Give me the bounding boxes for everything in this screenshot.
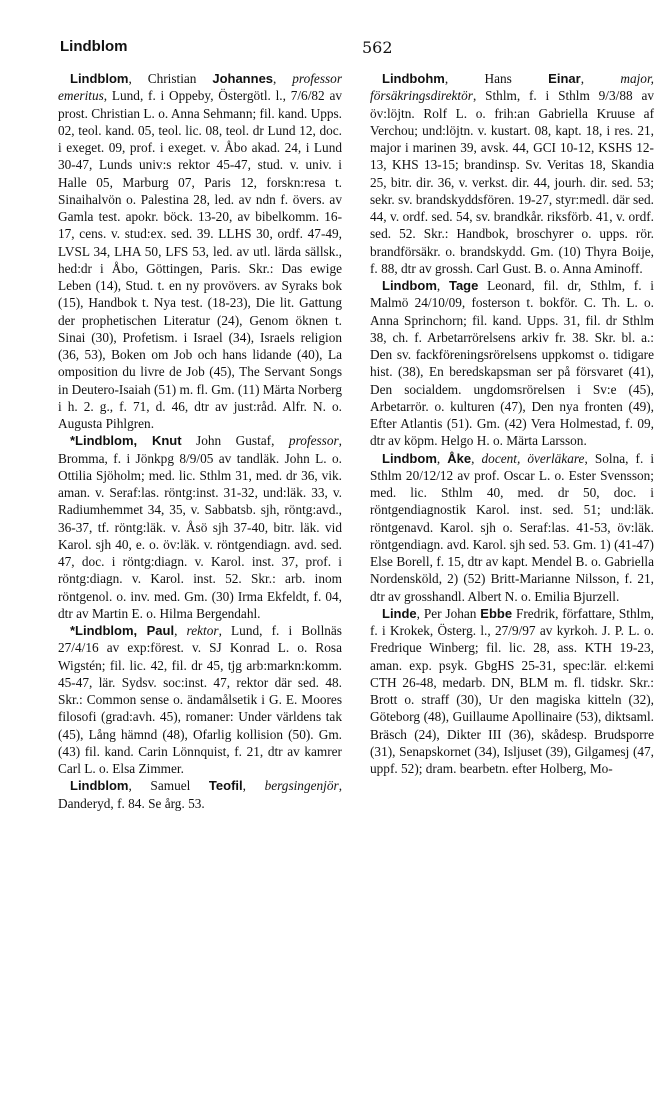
entry-given-names: , Per Johan: [416, 605, 481, 621]
entry: [370, 277, 654, 450]
entry-given-names: , Christian: [128, 71, 213, 86]
entry-title: professor emeritus: [58, 71, 342, 104]
entry-name: Lindblom: [70, 778, 129, 794]
running-head: [60, 38, 620, 62]
entry-text: Fredrik, författare, Sthlm, f. i Krokek, Österg. l., 27/9/97 av kyrkoh. J. P. L. o. Fredrique Winberg; fil. lic. 28, ass. KTH 19-23, aman. exp. psyk. GbgHS 25-31, spec:lär. el:kemi CTH 26-48, medarb. DN, BLM m. fl. tidskr. Skr.: Brott o. straff (30), Ur den magiska kitteln (32), Göteborg (48), Guillaume Apollinaire (53), diktsaml. Bräsch (24), Dikter III (36), skådesp. Brudsporre (31), Senapskornet (34), Isljuset (39), Gilgamesj (47, uppf. 52); dram. bearbetn. efter Holberg, Mo-: [370, 605, 654, 776]
entry-text: Leonard, fil. dr, Sthlm, f. i Malmö 24/10/09, fosterson t. bokför. C. Th. L. o. Anna Sprinchorn; fil. kand. Upps. 31, fil. dr Sthlm 38, ch. f. Arbetarrörelsens arkiv fr. 38. Skr. bl. a.: Den sv. fackföreningsrörelsens uppkomst o. tidigare hist. (38), En beredskapsman ser på försvaret (41), Den socialdem. ungdomsrörelsen i Sv:e (45), Arbetarrör. o. kulturen (47), Den nya fronten (49), Efter Atlantis (51). Gm. (42) Vera Holmestad, f. 09, dtr av köpm. Helgo H. o. Märta Larsson.: [370, 278, 655, 449]
entry-name: Lindbom: [382, 278, 437, 293]
page-number: 562: [362, 38, 393, 57]
entry-call-name: Johannes: [212, 71, 274, 86]
entry-text: , Lund, f. i Bollnäs 27/4/16 av exp:förest. v. SJ Konrad L. o. Rosa Wigstén; fil. lic. 42, fil. dr 45, tjg arb:markn:komm. 45-47, lär. Sydsv. soc:inst. 47, rektor där sed. 48. Skr.: Common sense o. ändamålsetik i G. E. Moores filosofi (grad:avh. 45), romaner: Under världens tak (45), Lång hämnd (48), Ofarlig kollision (50). Gm. (43) fil. kand. Carin Lönnquist, f. 21, dtr av kamrer Carl L. o. Elsa Zimmer.: [58, 623, 342, 776]
entry: [58, 432, 342, 622]
entry-call-name: Einar: [548, 71, 581, 86]
entry-call-name: Tage: [448, 278, 479, 293]
entry-given-names: ,: [436, 450, 448, 466]
entry-title: rektor: [186, 623, 219, 638]
entry-given-names: ,: [436, 278, 449, 293]
running-head-word: Lindblom: [60, 38, 128, 55]
entry-name: Linde: [382, 605, 417, 621]
entry-text: , Solna, f. i Sthlm 20/12/12 av prof. Oscar L. o. Ester Svensson; med. lic. Sthlm 40, med. dr 50, doc. i röntgendiagnostik Karol. inst. sed. 51; und:läk. röntgenavd. Karol. sjh o. Seraf:las. 41-53, öv:läk. röntgendiagn. avd. Karol. sjh sed. 53. Gm. 1) (41-47) Else Borell, f. 15, dtr av kapt. Mendel B. o. Gabriella Nordensköld, 2) (52) Britt-Marianne Nilsson, f. 21, dtr av grosshandl. Albert N. o. Emilia Bjurzell.: [370, 450, 655, 604]
entry: Lindbom, Åke, docent, överläkare, Solna, f. i Sthlm 20/12/12 av prof. Oscar L. o. Ester Svensson; med. lic. Sthlm 40, med. dr 50, doc. i röntgendiagnostik Karol. inst. sed. 51; und:läk. röntgenavd. Karol. sjh o. Seraf:las. 41-53, öv:läk. röntgendiagn. avd. Karol. sjh sed. 53. Gm. 1) (41-47) Else Borell, f. 15, dtr av kapt. Mendel B. o. Gabriella Nordensköld, 2) (52) Britt-Marianne Nilsson, f. 21, dtr av grosshandl. Albert N. o. Emilia Bjurzell.: [370, 450, 655, 604]
entry: Lindblom, Christian Johannes, professor emeritus, Lund, f. i Oppeby, Östergötl. l., 7/6/82 av prost. Christian L. o. Anna Sehmann; fil. kand. Upps. 02, teol. kand. 05, teol. lic. 08, teol. dr Lund 12, doc. i exeget. 09, prof. i exeget. v. Åbo akad. 24, i Lund 30-47, Lunds univ:s rektor 45-47, stud. v. univ. i Halle 05, Marburg 07, Paris 12, forskn:resa t. Sinaihalvön o. Palestina 28, led. av ndn f. övers. av Gamla test. apokr. böck. 13-20, av bibelkomm. 16-17, cens. v. stud:ex. sed. 39. LLHS 30, ordf. 47-49, LVSL 34, LHA 50, LFS 53, led. av utl. lärda sällsk., hed:dr i Åbo, Göttingen, Paris. Skr.: Das ewige Leben (14), Stud. t. en ny provövers. av Syraks bok (15), Handbok t. Nya test. (18-23), Die lit. Gattung der prophetischen Literatur (24), Genom öknen t. Sinai (30), Profetism. i Israel (34), Israels religion (36, 53), Boken om Job och hans lidande (40), La omposition du livre de Job (45), The Servant Songs in Deutero-Isaiah (51) m. fl. Gm. (11) Märta Norberg i h. 2. g., f. 71, d. 46, dtr av just:råd. Alfr. N. o. Augusta Pihlgren.: [58, 71, 342, 431]
entry: Lindbohm, Hans Einar, major, försäkringsdirektör, Sthlm, f. i Sthlm 9/3/88 av öv:löjtn. Rolf L. o. frih:an Gabriella Kruuse af Verchou; und:löjtn. v. kustart. 08, kapt. 18, i res. 21, major i marinen 39, avsk. 44, GCI 10-12, KSHS 12-13, KHS 13-15; brandinsp. Sv. Veritas 18, Skandia 25, bitr. dir. 36, v. verkst. dir. 44, jourh. dir. sed. 53; sekr. sv. brandskyddsfören. 19-27, styr:medl. där sed. 44, v. ordf. sed. 54, sv. brandkår. riksförb. 41, v. ordf. sed. 52. Skr.: Handbok, broschyrer o. upps. rör. brandförsäkr. o. brandskydd. Gm. (10) Thyra Boije, f. 88, dtr av grossh. Carl Gust. B. o. Anna Aminoff.: [370, 71, 654, 276]
entry-name: Lindbom: [382, 450, 437, 466]
entry: [58, 622, 342, 777]
entry-call-name: Ebbe: [480, 605, 513, 621]
entry-call-name: Teofil: [208, 778, 243, 794]
entry-name: Lindblom: [70, 71, 129, 86]
entry-title: bergsingenjör: [264, 778, 339, 794]
entry-text: , Lund, f. i Oppeby, Östergötl. l., 7/6/82 av prost. Christian L. o. Anna Sehmann; fil. kand. Upps. 02, teol. kand. 05, teol. lic. 08, teol. dr Lund 12, doc. i exeget. 09, prof. i exeget. v. Åbo akad. 24, i Lund 30-47, Lunds univ:s rektor 45-47, stud. v. univ. i Halle 05, Marburg 07, Paris 12, forskn:resa t. Sinaihalvön o. Palestina 28, led. av ndn f. övers. av Gamla test. apokr. böck. 13-20, av bibelkomm. 16-17, cens. v. stud:ex. sed. 39. LLHS 30, ordf. 47-49, LVSL 34, LHA 50, LFS 53, led. av utl. lärda sällsk., hed:dr i Åbo, Göttingen, Paris. Skr.: Das ewige Leben (14), Stud. t. en ny provövers. av Syraks bok (15), Handbok t. Nya test. (18-23), Die lit. Gattung der prophetischen Literatur (24), Genom öknen t. Sinai (30), Profetism. i Israel (34), Israels religion (36, 53), Boken om Job och hans lidande (40), La omposition du livre de Job (45), The Servant Songs in Deutero-Isaiah (51) m. fl. Gm. (11) Märta Norberg i h. 2. g., f. 71, d. 46, dtr av just:råd. Alfr. N. o. Augusta Pihlgren.: [58, 88, 342, 431]
entry-given-names: John Gustaf,: [181, 433, 289, 449]
entry-given-names: , Hans: [444, 71, 549, 86]
entry-text: , Bromma, f. i Jönkpg 8/9/05 av tandläk. John L. o. Ottilia Sjöholm; med. lic. Sthlm 31, med. dr 36, vik. aman. v. Seraf:las. röntg:inst. 31-32, und:läk. 33, v. Radiumhemmet 34, 35, v. Sabbatsb. sjh, röntg:avd., 36-37, tf. röntg:läk. v. Åsö sjh 37-40, bitr. läk. vid Karol. sjh 40, e. o. öv:läk. v. röntgendiagn. avd. sed. 47, doc. i röntg:diagn. v. Karol. inst. 37, prof. i röntg:diagn. v. Karol. inst. 52. Skr.: arb. inom röntgenol. o. inv. med. Gm. (30) Irma Ekfeldt, f. 04, dtr av Martin E. o. Hilma Bergendahl.: [58, 433, 342, 621]
entry-call-name: Åke: [447, 450, 472, 466]
entry: [370, 605, 654, 778]
entry-name: Lindbohm: [382, 71, 445, 86]
entry-given-names: ,: [174, 623, 187, 638]
entry-name: *Lindblom, Knut: [70, 433, 182, 449]
entry-text: , Sthlm, f. i Sthlm 9/3/88 av öv:löjtn. Rolf L. o. frih:an Gabriella Kruuse af Verchou; und:löjtn. v. kustart. 08, kapt. 18, i res. 21, major i marinen 39, avsk. 44, GCI 10-12, KSHS 12-13, KHS 13-15; brandinsp. Sv. Veritas 18, Skandia 25, bitr. dir. 36, v. verkst. dir. 44, jourh. dir. sed. 53; sekr. sv. brandskyddsfören. 19-27, styr:medl. där sed. 44, v. ordf. sed. 54, sv. brandkår. riksförb. 41, v. ordf. sed. 52. Skr.: Handbok, broschyrer o. upps. rör. brandförsäkr. o. brandskydd. Gm. (10) Thyra Boije, f. 88, dtr av grossh. Carl Gust. B. o. Anna Aminoff.: [370, 88, 654, 276]
entry-given-names: , Samuel: [128, 778, 209, 794]
entry-title: major, försäkringsdirektör: [370, 71, 654, 104]
entry-title: professor: [288, 433, 339, 449]
entry-name: *Lindblom, Paul: [70, 623, 175, 638]
left-column: [58, 70, 342, 812]
entry-title: docent, överläkare: [481, 450, 585, 466]
entry-text: , Danderyd, f. 84. Se årg. 53.: [58, 778, 343, 811]
entry: Lindblom, Samuel Teofil, bergsingenjör, Danderyd, f. 84. Se årg. 53.: [58, 778, 343, 811]
right-column: [370, 70, 654, 777]
